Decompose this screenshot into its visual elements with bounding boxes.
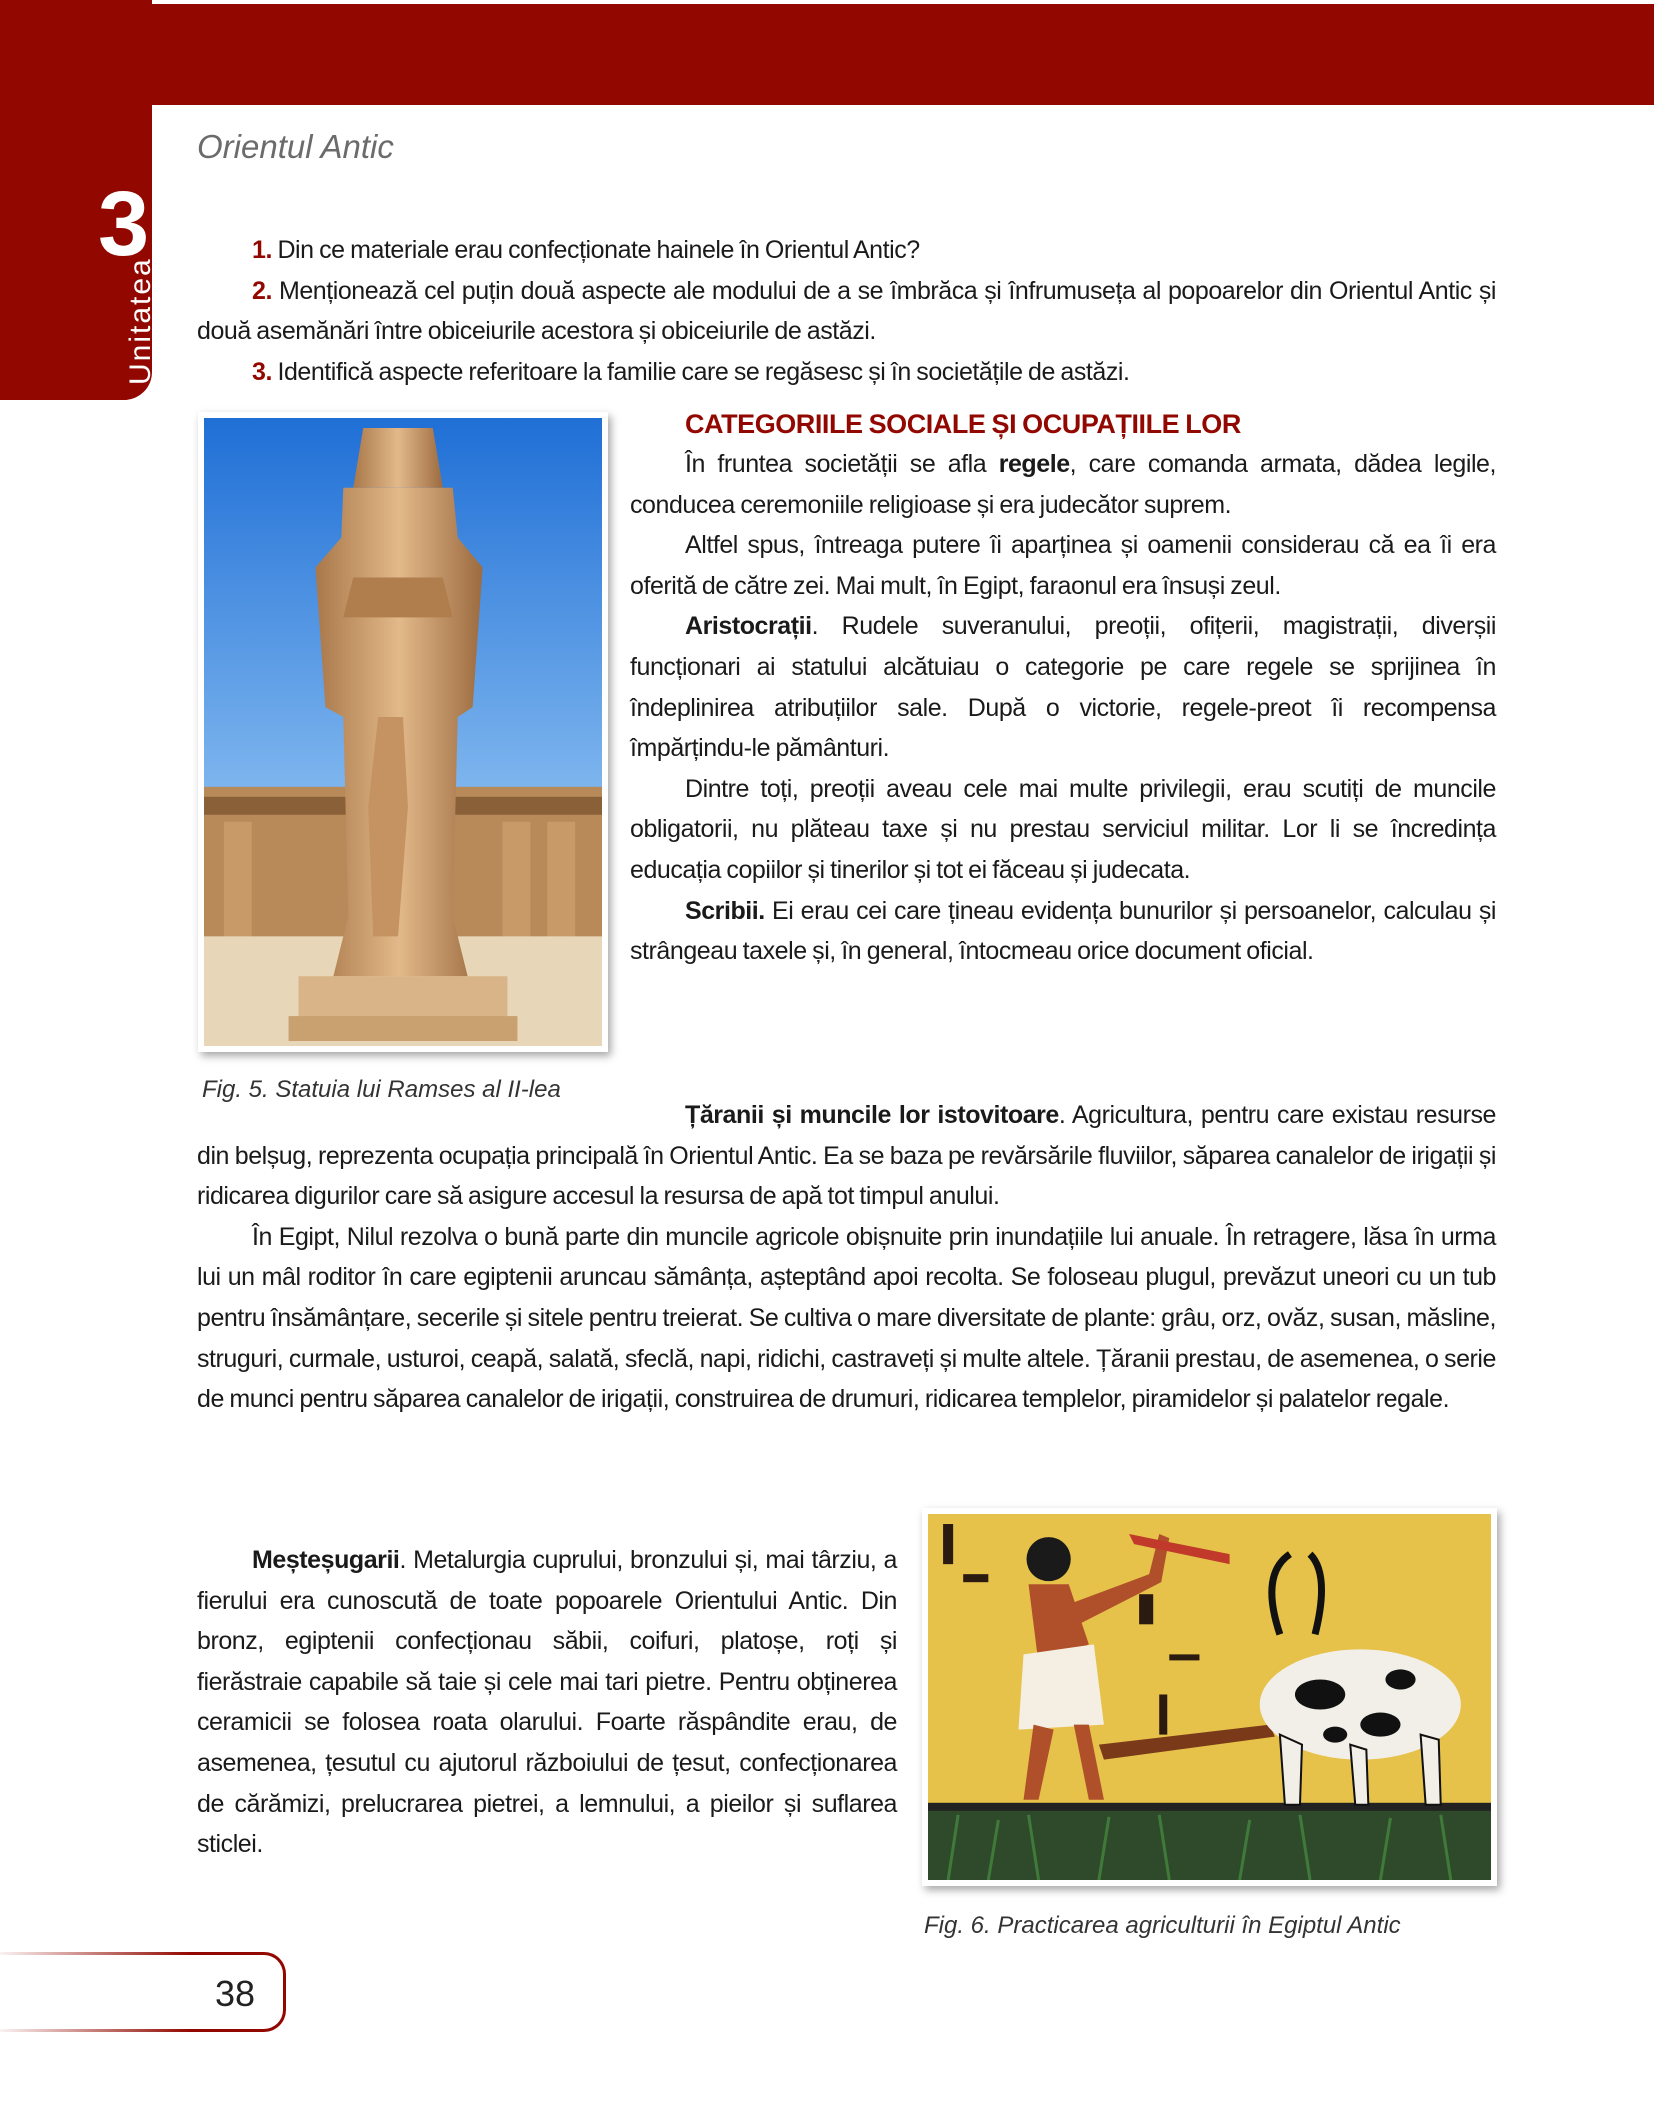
paragraph-egypt-nile: În Egipt, Nilul rezolva o bună parte din muncile agricole obișnuite prin inundațiile lui anuale. În retragere, lăsa în urma lui un mâl roditor în care egiptenii aruncau sămânța, așteptând apoi recolta. Se foloseau plugul, prevăzut uneori cu un tub pentru însămânțare, secerile și sitele pentru treierat. Se cultiva o mare diversitate de plante: grâu, orz, ovăz, susan, măsline, struguri, curmale, usturoi, ceapă, salată, sfeclă, napi, ridichi, castraveți și multe altele. Țăranii prestau, de asemenea, o serie de munci pentru săparea canalelor de irigații, construirea de drumuri, ridicarea templelor, piramidelor și palatelor regale. (197, 1222, 1496, 1414)
figure-6-agriculture-painting (922, 1508, 1497, 1886)
page-number-box (0, 1952, 286, 2032)
header-banner (150, 4, 1654, 105)
figure-5-caption: Fig. 5. Statuia lui Ramses al II-lea (202, 1076, 561, 1103)
question-2: 2. Menționează cel puțin două aspecte ale modului de a se îmbrăca și înfrumuseța al popoarelor din Orientul Antic și două asemănări între obiceiurile acestora și obiceiurile de astăzi. (197, 276, 1496, 346)
question-1: 1. Din ce materiale erau confecționate hainele în Orientul Antic? (252, 236, 920, 264)
section-craftsmen (197, 1540, 897, 1865)
unit-label: Unitatea (124, 257, 157, 385)
figure-6-caption: Fig. 6. Practicarea agriculturii în Egiptul Antic (924, 1912, 1401, 1939)
section-right-column (630, 405, 1496, 972)
questions (197, 230, 1496, 392)
paragraph-king: În fruntea societății se afla regele, care comanda armata, dădea legile, conducea ceremoniile religioase și era judecător suprem. (630, 450, 1496, 519)
paragraph-priests: Dintre toți, preoții aveau cele mai multe privilegii, erau scutiți de muncile obligatorii, nu plăteau taxe și nu prestau serviciul militar. Lor li se încredința educația copiilor și tinerilor și tot ei făceau și judecata. (630, 774, 1496, 884)
section-heading: CATEGORIILE SOCIALE ȘI OCUPAȚIILE LOR (685, 409, 1241, 439)
paragraph-power: Altfel spus, întreaga putere îi aparținea și oamenii considerau că ea îi era oferită de către zei. Mai mult, în Egipt, faraonul era însuși zeul. (630, 531, 1496, 600)
figure-5-statue-photo (198, 412, 608, 1052)
running-title: Orientul Antic (197, 128, 394, 165)
unit-number: 3 (98, 173, 150, 275)
section-full-width (197, 1095, 1496, 1420)
paragraph-scribes: Scribii. Ei erau cei care țineau evidența bunurilor și persoanelor, calculau și strângeau taxele și, în general, întocmeau orice document oficial. (630, 896, 1496, 966)
paragraph-peasants: Țăranii și muncile lor istovitoare. Agricultura, pentru care existau resurse din belșug, reprezenta ocupația principală în Orientul Antic. Ea se baza pe revărsările fluviilor, săparea canalelor de irigații și ridicarea digurilor care să asigure accesul la resursa de apă tot timpul anului. (197, 1101, 1496, 1211)
question-3: 3. Identifică aspecte referitoare la familie care se regăsesc și în societățile de astăzi. (252, 357, 1130, 386)
paragraph-aristocrats: Aristocrații. Rudele suveranului, preoții, ofițerii, magistrații, diverșii funcționari ai statului alcătuiau o categorie pe care regele se sprijinea în îndeplinirea atribuțiilor sale. După o victorie, regele-preot îi recompensa împărțindu-le pământuri. (630, 612, 1496, 763)
page-number: 38 (214, 1973, 255, 2014)
paragraph-craftsmen: Meșteșugarii. Metalurgia cuprului, bronzului și, mai târziu, a fierului era cunoscută de toate popoarele Orientului Antic. Din bronz, egiptenii confecționau săbii, coifuri, platoșe, roți și fierăstraie capabile să taie și cele mai tari pietre. Pentru obținerea ceramicii se folosea roata olarului. Foarte răspândite erau, de asemenea, țesutul cu ajutorul războiului de țesut, confecționarea de cărămizi, prelucrarea pietrei, a lemnului, a pieilor și suflarea sticlei. (197, 1546, 897, 1859)
